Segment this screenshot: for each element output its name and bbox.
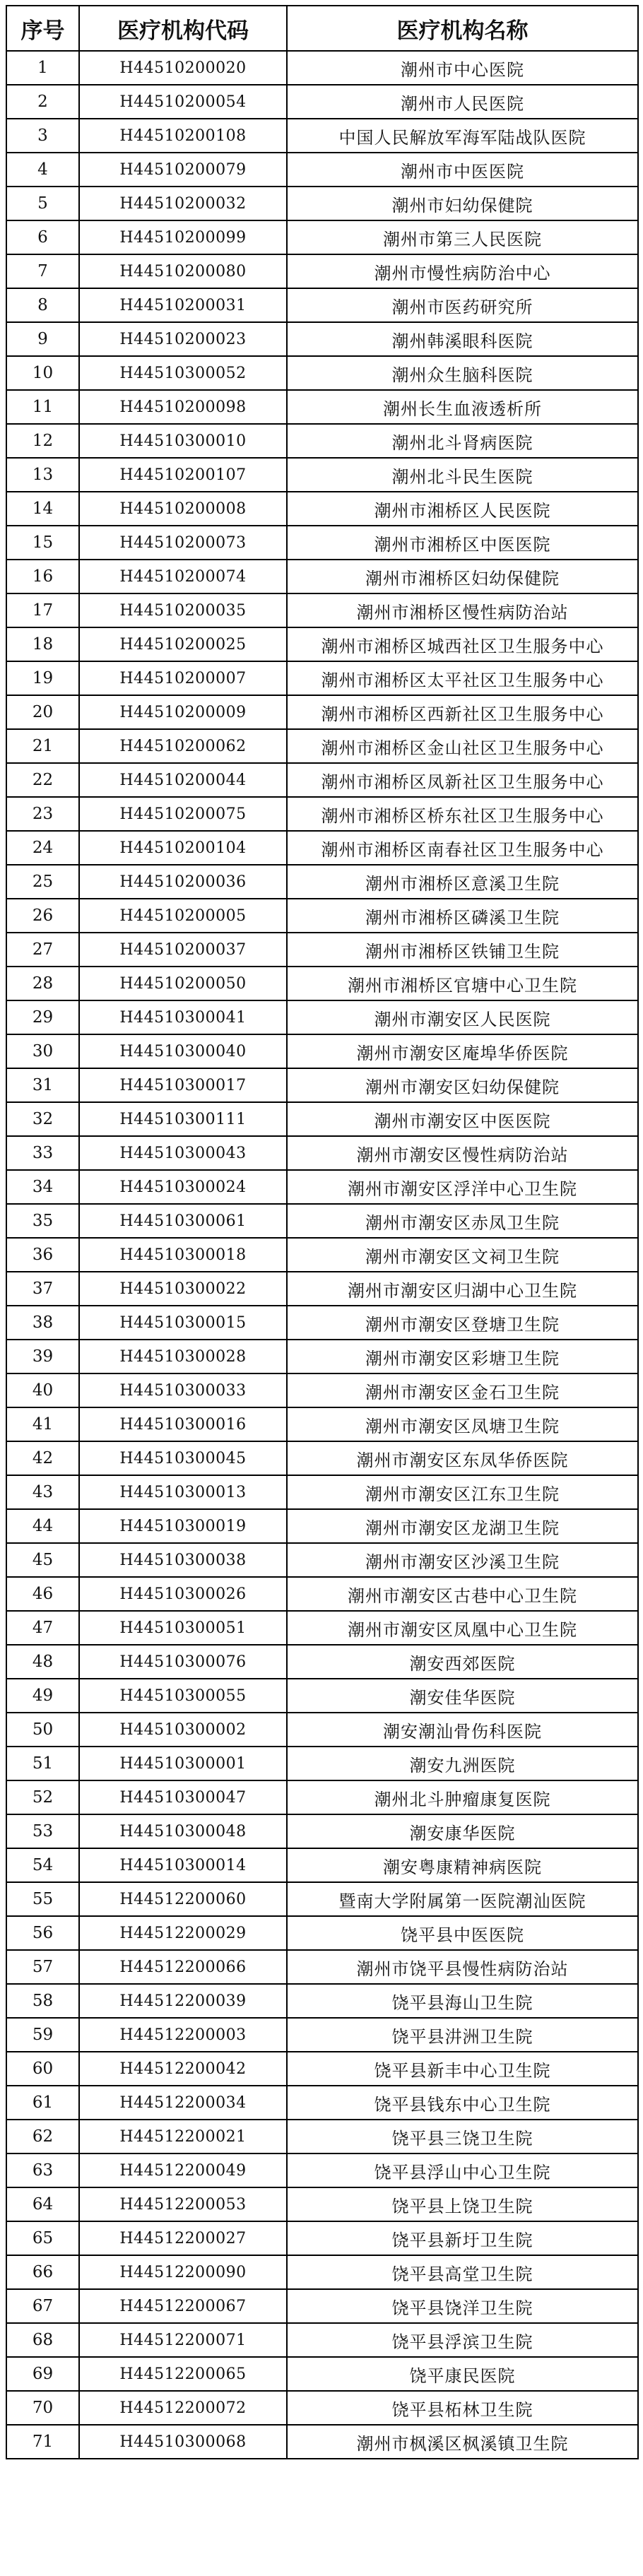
table-row: [6, 2120, 638, 2153]
institution-name-cell: 潮州市湘桥区铁铺卫生院: [287, 933, 638, 967]
table-row: [6, 933, 638, 967]
row-index-cell: 25: [6, 865, 79, 899]
table-row: [6, 899, 638, 933]
institution-code-cell: H44510300038: [79, 1543, 287, 1577]
table-row: [6, 661, 638, 695]
institution-code-cell: H44510300041: [79, 1000, 287, 1034]
table-row: [6, 1950, 638, 1984]
row-index-cell: 55: [6, 1882, 79, 1916]
institution-code-cell: H44510300051: [79, 1611, 287, 1645]
institution-name-cell: 饶平县新圩卫生院: [287, 2221, 638, 2255]
institution-code-cell: H44512200065: [79, 2357, 287, 2391]
table-row: [6, 424, 638, 458]
row-index-cell: 4: [6, 153, 79, 187]
table-row: [6, 1000, 638, 1034]
institution-name-cell: 潮州市湘桥区人民医院: [287, 492, 638, 526]
institution-code-cell: H44510300111: [79, 1102, 287, 1136]
institution-name-cell: 潮州市湘桥区城西社区卫生服务中心: [287, 627, 638, 661]
table-row: [6, 2323, 638, 2357]
institution-code-cell: H44512200003: [79, 2018, 287, 2052]
institution-code-cell: H44510200032: [79, 187, 287, 220]
table-row: [6, 2187, 638, 2221]
row-index-cell: 35: [6, 1204, 79, 1238]
institution-name-cell: 潮州市医药研究所: [287, 288, 638, 322]
row-index-cell: 58: [6, 1984, 79, 2018]
row-index-cell: 67: [6, 2289, 79, 2323]
medical-institution-table: [6, 5, 639, 2459]
institution-name-cell: 潮州市湘桥区金山社区卫生服务中心: [287, 729, 638, 763]
institution-code-cell: H44512200034: [79, 2086, 287, 2120]
institution-name-cell: 潮安粤康精神病医院: [287, 1848, 638, 1882]
table-row: [6, 2255, 638, 2289]
table-row: [6, 356, 638, 390]
institution-name-cell: 潮州市潮安区古巷中心卫生院: [287, 1577, 638, 1611]
row-index-cell: 48: [6, 1645, 79, 1679]
table-row: [6, 1611, 638, 1645]
institution-name-cell: 饶平县柘林卫生院: [287, 2391, 638, 2425]
institution-name-cell: 潮州北斗肿瘤康复医院: [287, 1780, 638, 1814]
table-row: [6, 1509, 638, 1543]
row-index-cell: 64: [6, 2187, 79, 2221]
row-index-cell: 43: [6, 1475, 79, 1509]
table-row: [6, 763, 638, 797]
institution-name-cell: 潮州市潮安区凤凰中心卫生院: [287, 1611, 638, 1645]
table-row: [6, 390, 638, 424]
institution-name-cell: 潮州市湘桥区意溪卫生院: [287, 865, 638, 899]
row-index-cell: 14: [6, 492, 79, 526]
institution-code-cell: H44510300047: [79, 1780, 287, 1814]
institution-code-cell: H44510300033: [79, 1373, 287, 1407]
table-row: [6, 2357, 638, 2391]
table-row: [6, 1034, 638, 1068]
row-index-cell: 3: [6, 119, 79, 153]
table-row: [6, 1272, 638, 1306]
institution-code-cell: H44510200073: [79, 526, 287, 560]
column-header-code: 医疗机构代码: [79, 6, 287, 51]
table-row: [6, 1984, 638, 2018]
institution-code-cell: H44510200044: [79, 763, 287, 797]
table-row: [6, 1238, 638, 1272]
table-row: [6, 1577, 638, 1611]
institution-name-cell: 潮安西郊医院: [287, 1645, 638, 1679]
institution-name-cell: 潮州市潮安区人民医院: [287, 1000, 638, 1034]
table-row: [6, 1645, 638, 1679]
institution-name-cell: 潮州市潮安区登塘卫生院: [287, 1306, 638, 1340]
row-index-cell: 44: [6, 1509, 79, 1543]
institution-code-cell: H44510300045: [79, 1441, 287, 1475]
institution-name-cell: 潮州市湘桥区南春社区卫生服务中心: [287, 831, 638, 865]
row-index-cell: 1: [6, 51, 79, 85]
row-index-cell: 70: [6, 2391, 79, 2425]
row-index-cell: 18: [6, 627, 79, 661]
institution-code-cell: H44512200039: [79, 1984, 287, 2018]
institution-name-cell: 潮安九洲医院: [287, 1747, 638, 1780]
table-row: [6, 2221, 638, 2255]
row-index-cell: 37: [6, 1272, 79, 1306]
institution-code-cell: H44510300001: [79, 1747, 287, 1780]
row-index-cell: 20: [6, 695, 79, 729]
table-row: [6, 2052, 638, 2086]
table-row: [6, 153, 638, 187]
row-index-cell: 5: [6, 187, 79, 220]
row-index-cell: 8: [6, 288, 79, 322]
institution-name-cell: 饶平康民医院: [287, 2357, 638, 2391]
row-index-cell: 68: [6, 2323, 79, 2357]
institution-name-cell: 潮州市潮安区龙湖卫生院: [287, 1509, 638, 1543]
table-row: [6, 2153, 638, 2187]
row-index-cell: 22: [6, 763, 79, 797]
row-index-cell: 46: [6, 1577, 79, 1611]
row-index-cell: 51: [6, 1747, 79, 1780]
row-index-cell: 13: [6, 458, 79, 492]
table-row: [6, 1373, 638, 1407]
table-row: [6, 1713, 638, 1747]
institution-code-cell: H44510200108: [79, 119, 287, 153]
institution-name-cell: 潮州市潮安区金石卫生院: [287, 1373, 638, 1407]
row-index-cell: 45: [6, 1543, 79, 1577]
institution-code-cell: H44512200027: [79, 2221, 287, 2255]
institution-name-cell: 潮州市湘桥区凤新社区卫生服务中心: [287, 763, 638, 797]
institution-name-cell: 潮州市潮安区归湖中心卫生院: [287, 1272, 638, 1306]
institution-code-cell: H44510300028: [79, 1340, 287, 1373]
institution-name-cell: 潮州市潮安区文祠卫生院: [287, 1238, 638, 1272]
institution-code-cell: H44510200009: [79, 695, 287, 729]
row-index-cell: 50: [6, 1713, 79, 1747]
table-row: [6, 1102, 638, 1136]
institution-name-cell: 潮州市饶平县慢性病防治站: [287, 1950, 638, 1984]
table-row: [6, 1679, 638, 1713]
table-row: [6, 254, 638, 288]
row-index-cell: 34: [6, 1170, 79, 1204]
institution-code-cell: H44512200029: [79, 1916, 287, 1950]
institution-code-cell: H44510300017: [79, 1068, 287, 1102]
institution-code-cell: H44510200054: [79, 85, 287, 119]
institution-name-cell: 潮州市潮安区浮洋中心卫生院: [287, 1170, 638, 1204]
table-row: [6, 2289, 638, 2323]
institution-name-cell: 潮州市湘桥区官塘中心卫生院: [287, 967, 638, 1000]
institution-name-cell: 潮州市慢性病防治中心: [287, 254, 638, 288]
row-index-cell: 56: [6, 1916, 79, 1950]
table-row: [6, 458, 638, 492]
institution-code-cell: H44510200050: [79, 967, 287, 1000]
institution-code-cell: H44510200007: [79, 661, 287, 695]
institution-code-cell: H44510200023: [79, 322, 287, 356]
institution-code-cell: H44510300015: [79, 1306, 287, 1340]
institution-name-cell: 饶平县饶洋卫生院: [287, 2289, 638, 2323]
institution-code-cell: H44512200042: [79, 2052, 287, 2086]
institution-name-cell: 潮州市枫溪区枫溪镇卫生院: [287, 2425, 638, 2459]
institution-code-cell: H44510300055: [79, 1679, 287, 1713]
header-row: [6, 6, 638, 51]
institution-name-cell: 饶平县海山卫生院: [287, 1984, 638, 2018]
institution-name-cell: 潮州市潮安区庵埠华侨医院: [287, 1034, 638, 1068]
institution-name-cell: 潮州众生脑科医院: [287, 356, 638, 390]
institution-name-cell: 潮州市潮安区中医医院: [287, 1102, 638, 1136]
table-header: [6, 6, 638, 51]
table-row: [6, 1441, 638, 1475]
institution-name-cell: 潮安佳华医院: [287, 1679, 638, 1713]
table-row: [6, 526, 638, 560]
table-row: [6, 729, 638, 763]
table-row: [6, 2391, 638, 2425]
institution-name-cell: 潮州韩溪眼科医院: [287, 322, 638, 356]
row-index-cell: 6: [6, 220, 79, 254]
institution-name-cell: 潮州长生血液透析所: [287, 390, 638, 424]
row-index-cell: 41: [6, 1407, 79, 1441]
institution-name-cell: 饶平县钱东中心卫生院: [287, 2086, 638, 2120]
table-row: [6, 119, 638, 153]
table-row: [6, 1475, 638, 1509]
row-index-cell: 69: [6, 2357, 79, 2391]
institution-code-cell: H44512200072: [79, 2391, 287, 2425]
table-row: [6, 1340, 638, 1373]
institution-code-cell: H44510200062: [79, 729, 287, 763]
table-row: [6, 1848, 638, 1882]
table-row: [6, 1170, 638, 1204]
institution-name-cell: 饶平县中医医院: [287, 1916, 638, 1950]
row-index-cell: 42: [6, 1441, 79, 1475]
table-row: [6, 1916, 638, 1950]
table-row: [6, 2086, 638, 2120]
row-index-cell: 24: [6, 831, 79, 865]
row-index-cell: 32: [6, 1102, 79, 1136]
institution-code-cell: H44512200053: [79, 2187, 287, 2221]
institution-code-cell: H44510300002: [79, 1713, 287, 1747]
row-index-cell: 19: [6, 661, 79, 695]
institution-code-cell: H44510200005: [79, 899, 287, 933]
row-index-cell: 65: [6, 2221, 79, 2255]
table-row: [6, 797, 638, 831]
institution-code-cell: H44510200037: [79, 933, 287, 967]
institution-code-cell: H44512200071: [79, 2323, 287, 2357]
table-row: [6, 51, 638, 85]
institution-code-cell: H44510200075: [79, 797, 287, 831]
row-index-cell: 57: [6, 1950, 79, 1984]
row-index-cell: 2: [6, 85, 79, 119]
table-row: [6, 1204, 638, 1238]
table-row: [6, 1814, 638, 1848]
institution-name-cell: 潮州市潮安区彩塘卫生院: [287, 1340, 638, 1373]
table-row: [6, 1543, 638, 1577]
institution-code-cell: H44512200067: [79, 2289, 287, 2323]
institution-code-cell: H44510200104: [79, 831, 287, 865]
table-row: [6, 865, 638, 899]
row-index-cell: 29: [6, 1000, 79, 1034]
institution-code-cell: H44510300040: [79, 1034, 287, 1068]
institution-code-cell: H44510200074: [79, 560, 287, 593]
row-index-cell: 26: [6, 899, 79, 933]
table-row: [6, 627, 638, 661]
institution-name-cell: 潮州市湘桥区桥东社区卫生服务中心: [287, 797, 638, 831]
table-row: [6, 322, 638, 356]
row-index-cell: 52: [6, 1780, 79, 1814]
row-index-cell: 61: [6, 2086, 79, 2120]
table-row: [6, 695, 638, 729]
row-index-cell: 47: [6, 1611, 79, 1645]
institution-name-cell: 潮州市潮安区赤凤卫生院: [287, 1204, 638, 1238]
row-index-cell: 59: [6, 2018, 79, 2052]
row-index-cell: 7: [6, 254, 79, 288]
institution-name-cell: 饶平县汫洲卫生院: [287, 2018, 638, 2052]
table-row: [6, 2018, 638, 2052]
institution-code-cell: H44510300048: [79, 1814, 287, 1848]
row-index-cell: 16: [6, 560, 79, 593]
institution-code-cell: H44510200008: [79, 492, 287, 526]
institution-name-cell: 饶平县三饶卫生院: [287, 2120, 638, 2153]
row-index-cell: 31: [6, 1068, 79, 1102]
institution-name-cell: 潮州市潮安区江东卫生院: [287, 1475, 638, 1509]
row-index-cell: 15: [6, 526, 79, 560]
institution-name-cell: 潮州市湘桥区慢性病防治站: [287, 593, 638, 627]
row-index-cell: 27: [6, 933, 79, 967]
institution-code-cell: H44510300014: [79, 1848, 287, 1882]
institution-code-cell: H44512200049: [79, 2153, 287, 2187]
table-row: [6, 220, 638, 254]
institution-code-cell: H44510300061: [79, 1204, 287, 1238]
institution-code-cell: H44510200107: [79, 458, 287, 492]
institution-code-cell: H44510300013: [79, 1475, 287, 1509]
table-row: [6, 492, 638, 526]
institution-code-cell: H44512200090: [79, 2255, 287, 2289]
row-index-cell: 30: [6, 1034, 79, 1068]
institution-code-cell: H44510300068: [79, 2425, 287, 2459]
table-row: [6, 831, 638, 865]
institution-code-cell: H44510300022: [79, 1272, 287, 1306]
institution-code-cell: H44510200025: [79, 627, 287, 661]
institution-code-cell: H44512200060: [79, 1882, 287, 1916]
row-index-cell: 71: [6, 2425, 79, 2459]
institution-name-cell: 饶平县高堂卫生院: [287, 2255, 638, 2289]
institution-name-cell: 潮州市湘桥区磷溪卫生院: [287, 899, 638, 933]
institution-name-cell: 潮州市潮安区沙溪卫生院: [287, 1543, 638, 1577]
table-row: [6, 967, 638, 1000]
institution-name-cell: 中国人民解放军海军陆战队医院: [287, 119, 638, 153]
table-row: [6, 288, 638, 322]
institution-code-cell: H44510300026: [79, 1577, 287, 1611]
institution-code-cell: H44510300016: [79, 1407, 287, 1441]
institution-name-cell: 饶平县浮山中心卫生院: [287, 2153, 638, 2187]
institution-code-cell: H44512200066: [79, 1950, 287, 1984]
institution-name-cell: 潮州市湘桥区太平社区卫生服务中心: [287, 661, 638, 695]
institution-name-cell: 饶平县上饶卫生院: [287, 2187, 638, 2221]
institution-code-cell: H44510300076: [79, 1645, 287, 1679]
institution-name-cell: 潮安康华医院: [287, 1814, 638, 1848]
row-index-cell: 9: [6, 322, 79, 356]
row-index-cell: 66: [6, 2255, 79, 2289]
table-row: [6, 560, 638, 593]
row-index-cell: 60: [6, 2052, 79, 2086]
row-index-cell: 54: [6, 1848, 79, 1882]
institution-code-cell: H44510300019: [79, 1509, 287, 1543]
row-index-cell: 40: [6, 1373, 79, 1407]
table-row: [6, 593, 638, 627]
institution-code-cell: H44510200099: [79, 220, 287, 254]
institution-code-cell: H44510200080: [79, 254, 287, 288]
row-index-cell: 53: [6, 1814, 79, 1848]
table-row: [6, 1747, 638, 1780]
institution-name-cell: 潮安潮汕骨伤科医院: [287, 1713, 638, 1747]
institution-name-cell: 暨南大学附属第一医院潮汕医院: [287, 1882, 638, 1916]
institution-code-cell: H44510300043: [79, 1136, 287, 1170]
row-index-cell: 11: [6, 390, 79, 424]
row-index-cell: 36: [6, 1238, 79, 1272]
institution-code-cell: H44510200035: [79, 593, 287, 627]
row-index-cell: 23: [6, 797, 79, 831]
row-index-cell: 63: [6, 2153, 79, 2187]
row-index-cell: 10: [6, 356, 79, 390]
institution-name-cell: 饶平县新丰中心卫生院: [287, 2052, 638, 2086]
row-index-cell: 33: [6, 1136, 79, 1170]
institution-name-cell: 潮州市湘桥区中医医院: [287, 526, 638, 560]
table-row: [6, 1068, 638, 1102]
table-row: [6, 1306, 638, 1340]
row-index-cell: 21: [6, 729, 79, 763]
row-index-cell: 28: [6, 967, 79, 1000]
institution-code-cell: H44512200021: [79, 2120, 287, 2153]
institution-code-cell: H44510300024: [79, 1170, 287, 1204]
column-header-index: 序号: [6, 6, 79, 51]
institution-code-cell: H44510200036: [79, 865, 287, 899]
institution-code-cell: H44510200079: [79, 153, 287, 187]
institution-name-cell: 潮州北斗肾病医院: [287, 424, 638, 458]
row-index-cell: 39: [6, 1340, 79, 1373]
row-index-cell: 49: [6, 1679, 79, 1713]
institution-code-cell: H44510200020: [79, 51, 287, 85]
institution-name-cell: 潮州市妇幼保健院: [287, 187, 638, 220]
table-row: [6, 85, 638, 119]
institution-name-cell: 潮州市人民医院: [287, 85, 638, 119]
table-row: [6, 1882, 638, 1916]
table-body: [6, 51, 638, 2459]
institution-name-cell: 潮州市潮安区妇幼保健院: [287, 1068, 638, 1102]
institution-name-cell: 潮州市中医医院: [287, 153, 638, 187]
row-index-cell: 12: [6, 424, 79, 458]
institution-name-cell: 潮州北斗民生医院: [287, 458, 638, 492]
institution-code-cell: H44510300018: [79, 1238, 287, 1272]
institution-name-cell: 潮州市潮安区慢性病防治站: [287, 1136, 638, 1170]
institution-name-cell: 潮州市第三人民医院: [287, 220, 638, 254]
institution-name-cell: 潮州市湘桥区妇幼保健院: [287, 560, 638, 593]
institution-name-cell: 潮州市潮安区东凤华侨医院: [287, 1441, 638, 1475]
institution-code-cell: H44510200031: [79, 288, 287, 322]
row-index-cell: 62: [6, 2120, 79, 2153]
institution-name-cell: 潮州市潮安区凤塘卫生院: [287, 1407, 638, 1441]
row-index-cell: 17: [6, 593, 79, 627]
institution-name-cell: 饶平县浮滨卫生院: [287, 2323, 638, 2357]
institution-code-cell: H44510300052: [79, 356, 287, 390]
table-row: [6, 1780, 638, 1814]
table-row: [6, 1407, 638, 1441]
column-header-name: 医疗机构名称: [287, 6, 638, 51]
table-row: [6, 1136, 638, 1170]
institution-name-cell: 潮州市湘桥区西新社区卫生服务中心: [287, 695, 638, 729]
institution-code-cell: H44510200098: [79, 390, 287, 424]
table-row: [6, 187, 638, 220]
institution-name-cell: 潮州市中心医院: [287, 51, 638, 85]
institution-code-cell: H44510300010: [79, 424, 287, 458]
table-row: [6, 2425, 638, 2459]
row-index-cell: 38: [6, 1306, 79, 1340]
